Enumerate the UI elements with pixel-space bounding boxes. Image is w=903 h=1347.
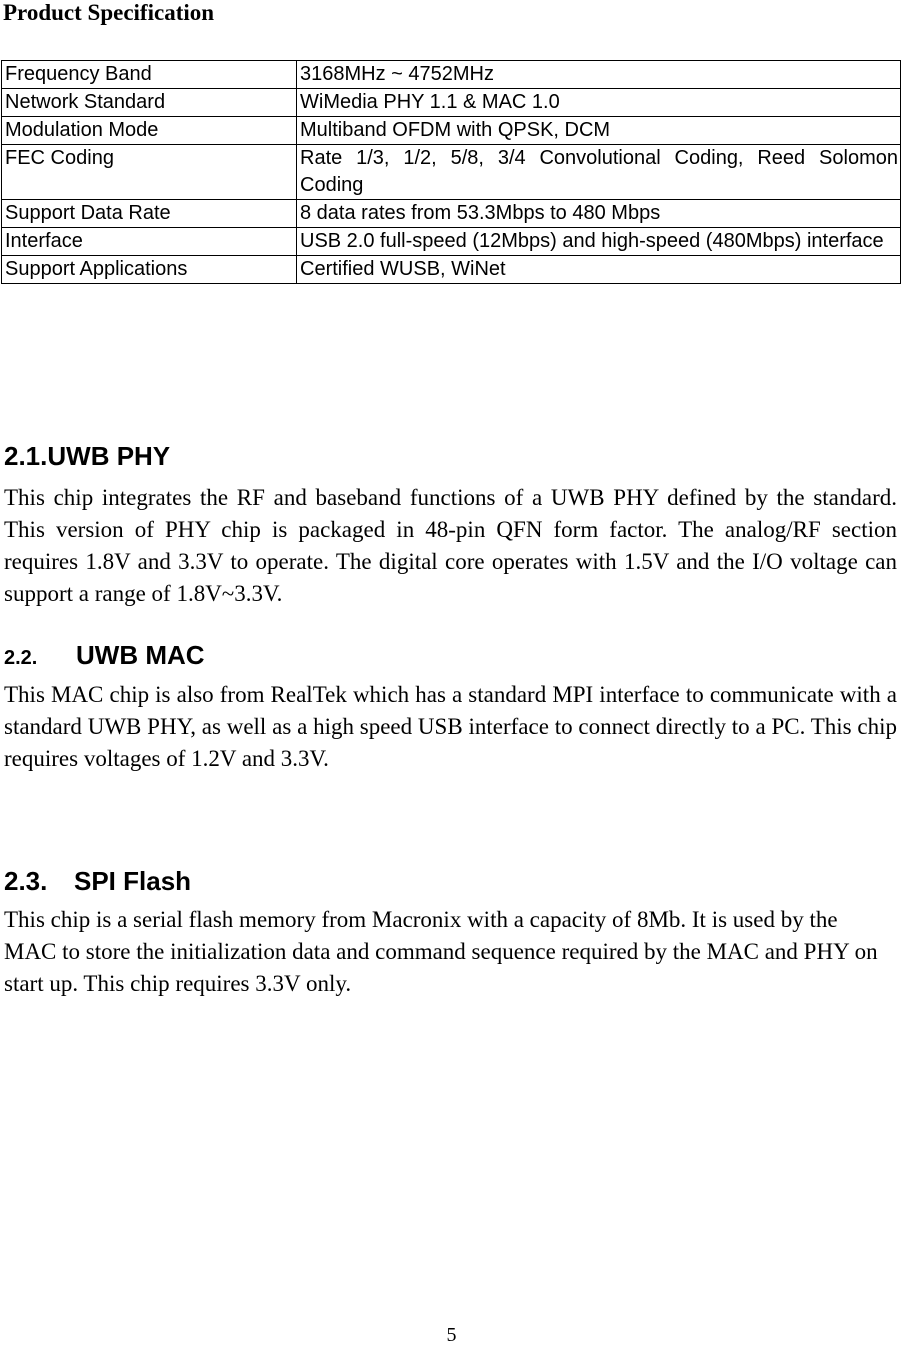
product-spec-title: Product Specification — [3, 0, 215, 25]
spec-value: USB 2.0 full-speed (12Mbps) and high-speed (480Mbps) interface — [297, 228, 901, 256]
spec-label: FEC Coding — [2, 145, 297, 200]
section-body-uwb-mac: This MAC chip is also from RealTek which has a standard MPI interface to communicate with a standard UWB PHY, as well as a high speed USB interface to connect directly to a PC. This chip requires voltages of 1.2V and 3.3V. — [4, 682, 897, 771]
spec-value: Certified WUSB, WiNet — [297, 256, 901, 284]
spec-label: Network Standard — [2, 89, 297, 117]
spec-value: Rate 1/3, 1/2, 5/8, 3/4 Convolutional Coding, Reed Solomon Coding — [297, 145, 901, 200]
spec-label: Support Applications — [2, 256, 297, 284]
section-title: UWB PHY — [47, 441, 171, 471]
table-row — [2, 145, 901, 200]
spec-label: Interface — [2, 228, 297, 256]
page-number: 5 — [446, 1324, 457, 1346]
table-row — [2, 117, 901, 145]
section-number: 2.3. — [4, 866, 48, 896]
spec-label: Frequency Band — [2, 61, 297, 89]
table-row — [2, 89, 901, 117]
section-body-spi-flash: This chip is a serial flash memory from Macronix with a capacity of 8Mb. It is used by the MAC to store the initialization data and command sequence required by the MAC and PHY on start up. This chip requires 3.3V only. — [4, 907, 878, 996]
table-row — [2, 256, 901, 284]
spec-value: WiMedia PHY 1.1 & MAC 1.0 — [297, 89, 901, 117]
section-title: UWB MAC — [76, 640, 205, 670]
section-heading-uwb-phy — [4, 441, 170, 471]
spec-value: 8 data rates from 53.3Mbps to 480 Mbps — [297, 200, 901, 228]
section-body-uwb-phy: This chip integrates the RF and baseband functions of a UWB PHY defined by the standard. This version of PHY chip is packaged in 48-pin QFN form factor. The analog/RF section requires 1.8V and 3.3V to operate. The digital core operates with 1.5V and the I/O voltage can support a range of 1.8V~3.3V. — [4, 485, 897, 606]
section-title: SPI Flash — [74, 866, 192, 896]
spec-value: 3168MHz ~ 4752MHz — [297, 61, 901, 89]
section-number: 2.1. — [4, 441, 48, 471]
table-row — [2, 200, 901, 228]
spec-table — [1, 60, 901, 284]
section-number: 2.2. — [4, 647, 38, 669]
section-heading-spi-flash — [4, 866, 191, 896]
section-heading-uwb-mac — [4, 640, 205, 673]
spec-value: Multiband OFDM with QPSK, DCM — [297, 117, 901, 145]
spec-label: Modulation Mode — [2, 117, 297, 145]
table-row — [2, 61, 901, 89]
spec-label: Support Data Rate — [2, 200, 297, 228]
table-row — [2, 228, 901, 256]
